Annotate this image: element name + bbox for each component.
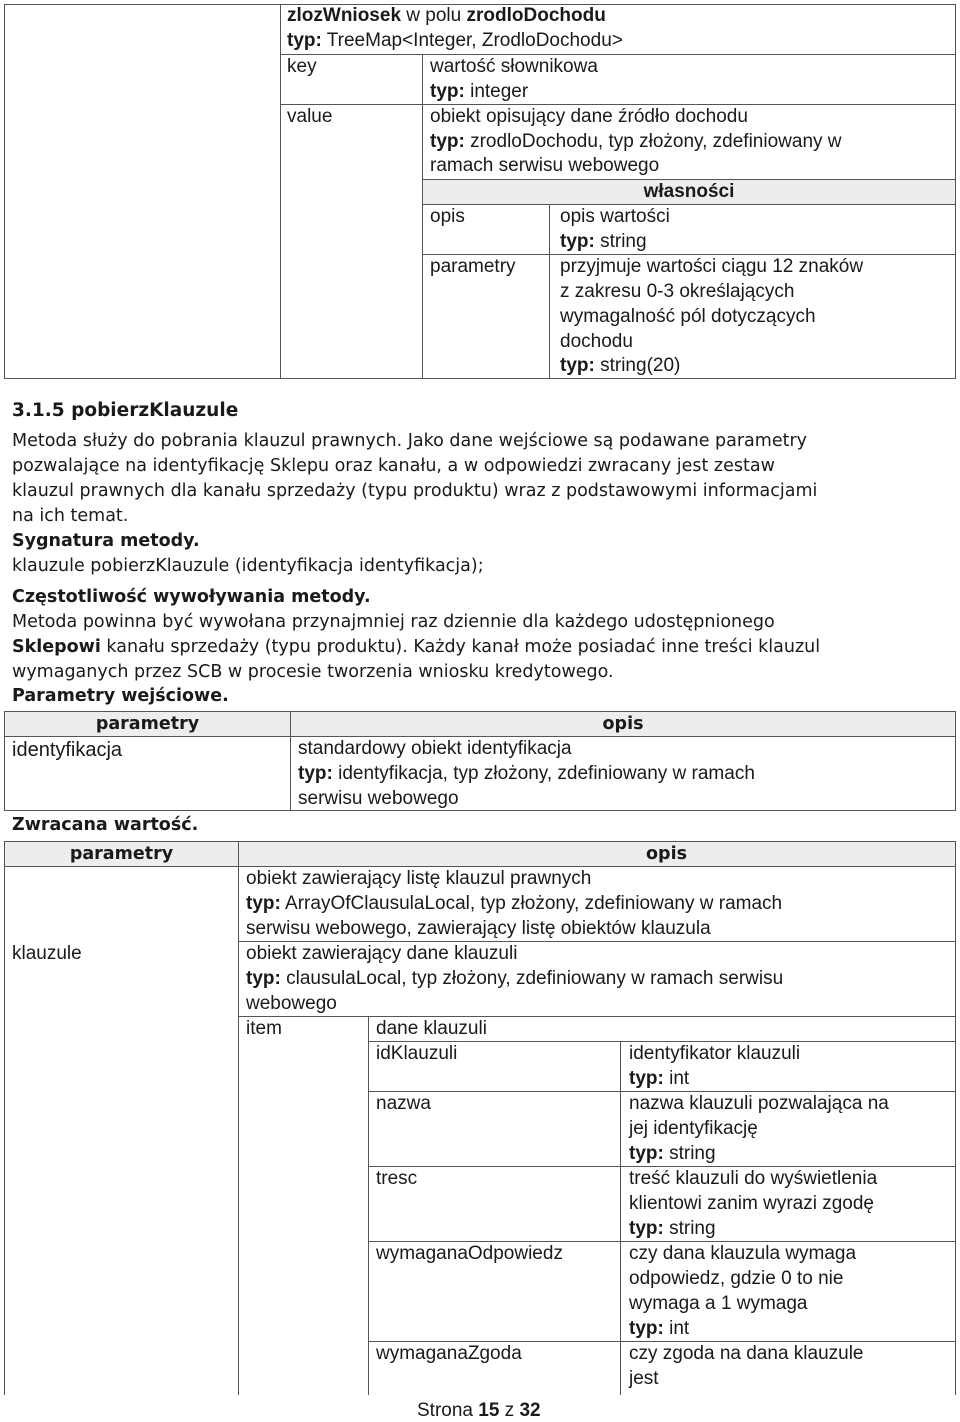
- intro-line-3: klauzul prawnych dla kanału sprzedaży (typu produktu) wraz z podstawowymi informacjami: [12, 481, 818, 501]
- value-type: typ: zrodloDochodu, typ złożony, zdefiniowany w: [430, 131, 842, 152]
- field-desc-nazwa-2: jej identyfikację: [629, 1118, 758, 1139]
- input-row-desc: standardowy obiekt identyfikacja: [298, 738, 572, 759]
- key-label: key: [287, 56, 317, 77]
- signature-code: klauzule pobierzKlauzule (identyfikacja identyfikacja);: [12, 556, 484, 576]
- section-heading: 3.1.5 pobierzKlauzule: [12, 400, 239, 421]
- field-desc-wymaganazgoda-2: jest: [629, 1368, 659, 1389]
- intro-line-4: na ich temat.: [12, 506, 129, 526]
- field-desc-wymaganazgoda-1: czy zgoda na dana klauzule: [629, 1343, 864, 1364]
- return-type-1: typ: ArrayOfClausulaLocal, typ złożony, zdefiniowany w ramach: [246, 893, 783, 914]
- field-desc-wymaganaodpowiedz-1: czy dana klauzula wymaga: [629, 1243, 857, 1264]
- key-desc: wartość słownikowa: [430, 56, 598, 77]
- field-name-idklauzuli: idKlauzuli: [376, 1043, 458, 1064]
- input-col-opis: opis: [602, 714, 644, 734]
- value-type-cont: ramach serwisu webowego: [430, 155, 660, 176]
- field-name-nazwa: nazwa: [376, 1093, 431, 1114]
- page-number: Strona 15 z 32: [417, 1400, 541, 1421]
- field-name-tresc: tresc: [376, 1168, 418, 1189]
- field-name-wymaganaodpowiedz: wymaganaOdpowiedz: [376, 1243, 563, 1264]
- return-desc-1: obiekt zawierający listę klauzul prawnych: [246, 868, 592, 889]
- top-table-type: typ: TreeMap<Integer, ZrodloDochodu>: [287, 30, 623, 51]
- parametry-type: typ: string(20): [560, 355, 681, 376]
- opis-desc: opis wartości: [560, 206, 670, 227]
- properties-header: własności: [643, 181, 735, 202]
- frequency-heading: Częstotliwość wywoływania metody.: [12, 587, 371, 607]
- field-desc-idklauzuli: identyfikator klauzuli: [629, 1043, 801, 1064]
- parametry-desc-2: z zakresu 0-3 określających: [560, 281, 795, 302]
- parametry-label: parametry: [430, 256, 516, 277]
- field-desc-wymaganaodpowiedz-3: wymaga a 1 wymaga: [629, 1293, 808, 1314]
- return-row-name: klauzule: [12, 943, 82, 964]
- frequency-line-3: wymaganych przez SCB w procesie tworzenia wniosku kredytowego.: [12, 662, 614, 682]
- input-heading: Parametry wejściowe.: [12, 686, 229, 706]
- input-col-parametry: parametry: [95, 714, 200, 734]
- frequency-line-1: Metoda powinna być wywołana przynajmniej raz dziennie dla każdego udostępnionego: [12, 612, 775, 632]
- key-type: typ: integer: [430, 81, 529, 102]
- item-desc: dane klauzuli: [376, 1018, 487, 1039]
- item-label: item: [246, 1018, 282, 1039]
- return-heading: Zwracana wartość.: [12, 815, 199, 835]
- field-desc-tresc-1: treść klauzuli do wyświetlenia: [629, 1168, 878, 1189]
- input-row-type-cont: serwisu webowego: [298, 788, 459, 809]
- return-type-2: typ: clausulaLocal, typ złożony, zdefiniowany w ramach serwisu: [246, 968, 784, 989]
- top-table-title: zlozWniosek w polu zrodloDochodu: [287, 5, 606, 26]
- field-type-idklauzuli: typ: int: [629, 1068, 690, 1089]
- intro-line-2: pozwalające na identyfikację Sklepu oraz kanału, a w odpowiedzi zwracany jest zestaw: [12, 456, 775, 476]
- field-type-tresc: typ: string: [629, 1218, 716, 1239]
- field-desc-wymaganaodpowiedz-2: odpowiedz, gdzie 0 to nie: [629, 1268, 844, 1289]
- field-name-wymaganazgoda: wymaganaZgoda: [376, 1343, 522, 1364]
- return-col-parametry: parametry: [69, 844, 174, 864]
- parametry-desc-3: wymagalność pól dotyczących: [560, 306, 816, 327]
- input-row-name: identyfikacja: [12, 739, 123, 761]
- signature-heading: Sygnatura metody.: [12, 531, 200, 551]
- return-col-opis: opis: [646, 844, 687, 864]
- value-desc: obiekt opisujący dane źródło dochodu: [430, 106, 748, 127]
- opis-type: typ: string: [560, 231, 647, 252]
- return-desc-2: obiekt zawierający dane klauzuli: [246, 943, 518, 964]
- value-label: value: [287, 106, 333, 127]
- field-type-wymaganaodpowiedz: typ: int: [629, 1318, 690, 1339]
- intro-line-1: Metoda służy do pobrania klauzul prawnych. Jako dane wejściowe są podawane parametry: [12, 431, 808, 451]
- field-desc-nazwa-1: nazwa klauzuli pozwalająca na: [629, 1093, 889, 1114]
- field-type-nazwa: typ: string: [629, 1143, 716, 1164]
- return-type-2-cont: webowego: [246, 993, 337, 1014]
- opis-label: opis: [430, 206, 465, 227]
- frequency-line-2: Sklepowi kanału sprzedaży (typu produktu). Każdy kanał może posiadać inne treści klauzul: [12, 637, 821, 657]
- parametry-desc-4: dochodu: [560, 331, 633, 352]
- field-desc-tresc-2: klientowi zanim wyrazi zgodę: [629, 1193, 874, 1214]
- parametry-desc-1: przyjmuje wartości ciągu 12 znaków: [560, 256, 864, 277]
- input-row-type: typ: identyfikacja, typ złożony, zdefiniowany w ramach: [298, 763, 755, 784]
- return-type-1-cont: serwisu webowego, zawierający listę obiektów klauzula: [246, 918, 711, 939]
